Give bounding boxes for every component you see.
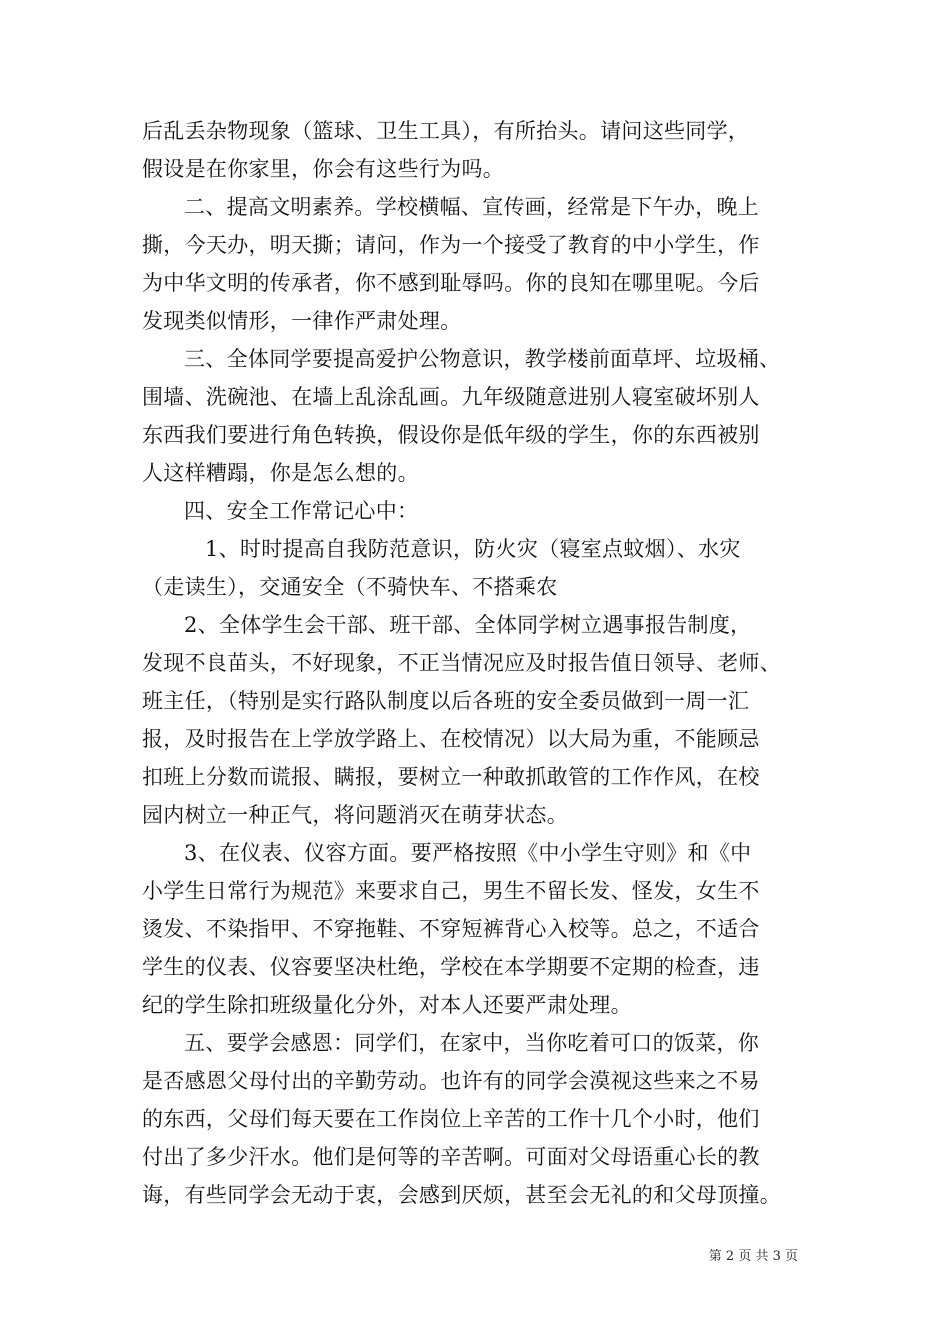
text-line: 报，及时报告在上学放学路上、在校情况）以大局为重，不能顾忌 bbox=[142, 727, 760, 751]
text-line: 纪的学生除扣班级量化分外，对本人还要严肃处理。 bbox=[142, 993, 632, 1017]
item-1-line: 1、时时提高自我防范意识，防火灾（寝室点蚊烟）、水灾 bbox=[205, 537, 741, 561]
item-2-line: 2、全体学生会干部、班干部、全体同学树立遇事报告制度， bbox=[184, 613, 752, 637]
text-line: 扣班上分数而谎报、瞒报，要树立一种敢抓敢管的工作作风，在校 bbox=[142, 765, 760, 789]
section-3-heading-line: 三、全体同学要提高爱护公物意识，教学楼前面草坪、垃圾桶、 bbox=[184, 347, 781, 371]
text-line: 诲，有些同学会无动于衷，会感到厌烦，甚至会无礼的和父母顶撞。 bbox=[142, 1183, 781, 1207]
item-3-line: 3、在仪表、仪容方面。要严格按照《中小学生守则》和《中 bbox=[184, 841, 752, 865]
text-line: （走读生），交通安全（不骑快车、不搭乘农 bbox=[142, 575, 558, 599]
text-line: 假设是在你家里，你会有这些行为吗。 bbox=[142, 157, 505, 181]
text-line: 付出了多少汗水。他们是何等的辛苦啊。可面对父母语重心长的教 bbox=[142, 1145, 760, 1169]
text-line: 围墙、洗碗池、在墙上乱涂乱画。九年级随意进别人寝室破坏别人 bbox=[142, 385, 760, 409]
text-line: 是否感恩父母付出的辛勤劳动。也许有的同学会漠视这些来之不易 bbox=[142, 1069, 760, 1093]
text-line: 后乱丢杂物现象（篮球、卫生工具），有所抬头。请问这些同学， bbox=[142, 119, 750, 143]
text-line: 园内树立一种正气，将问题消灭在萌芽状态。 bbox=[142, 803, 568, 827]
section-4-heading-line: 四、安全工作常记心中： bbox=[184, 499, 419, 523]
text-line: 发现类似情形，一律作严肃处理。 bbox=[142, 309, 462, 333]
body-text bbox=[142, 112, 826, 1214]
text-line: 为中华文明的传承者，你不感到耻辱吗。你的良知在哪里呢。今后 bbox=[142, 271, 760, 295]
section-2-heading-line: 二、提高文明素养。学校横幅、宣传画，经常是下午办，晚上 bbox=[184, 195, 760, 219]
text-line: 小学生日常行为规范》来要求自己，男生不留长发、怪发，女生不 bbox=[142, 879, 760, 903]
text-line: 的东西，父母们每天要在工作岗位上辛苦的工作十几个小时，他们 bbox=[142, 1107, 760, 1131]
text-line: 班主任，（特别是实行路队制度以后各班的安全委员做到一周一汇 bbox=[142, 689, 750, 713]
text-line: 发现不良苗头，不好现象，不正当情况应及时报告值日领导、老师、 bbox=[142, 651, 781, 675]
text-line: 撕，今天办，明天撕；请问，作为一个接受了教育的中小学生，作 bbox=[142, 233, 760, 257]
text-line: 东西我们要进行角色转换，假设你是低年级的学生，你的东西被别 bbox=[142, 423, 760, 447]
page-number-footer: 第 2 页 共 3 页 bbox=[708, 1249, 798, 1264]
text-line: 学生的仪表、仪容要坚决杜绝，学校在本学期要不定期的检查，违 bbox=[142, 955, 760, 979]
text-line: 人这样糟蹋，你是怎么想的。 bbox=[142, 461, 419, 485]
text-line: 烫发、不染指甲、不穿拖鞋、不穿短裤背心入校等。总之，不适合 bbox=[142, 917, 760, 941]
section-5-heading-line: 五、要学会感恩：同学们，在家中，当你吃着可口的饭菜，你 bbox=[184, 1031, 760, 1055]
